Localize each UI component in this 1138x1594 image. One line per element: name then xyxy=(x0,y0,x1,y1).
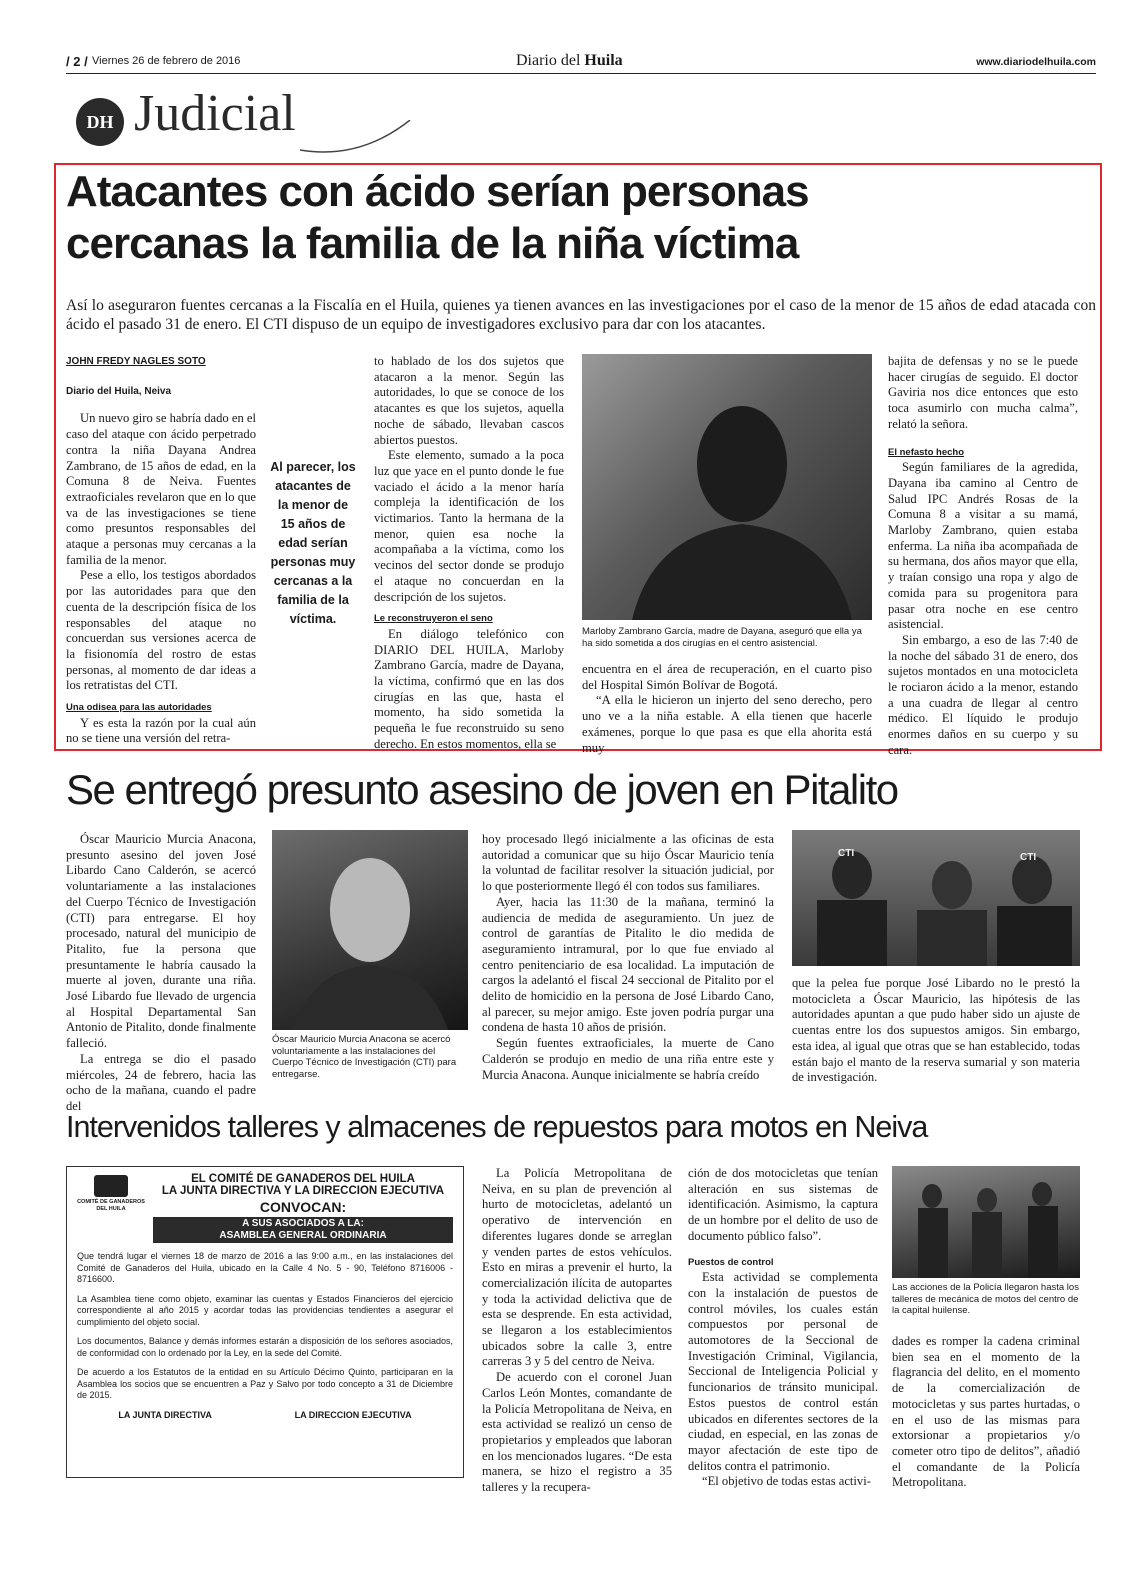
paragraph: Esta actividad se complementa con la instalación de puestos de control móviles, los cuales están compuestos por personal de automotores de la Seccional de Investigación Criminal, Vigilancia, Seccional de Inteligencia Policial y funcionarios de tránsito municipal. Estos puestos de control están ubicados en diferentes sectores de la ciudad, en especial, en las zonas de mayor afectación de este tipo de delitos contra el patrimonio. xyxy=(688,1270,878,1473)
paragraph: La entrega se dio el pasado miércoles, 24 de febrero, hacia las ocho de la mañana, cuando el padre del xyxy=(66,1051,256,1113)
group-silhouette xyxy=(892,1166,1080,1278)
article2-col3 xyxy=(482,832,774,1083)
paper-name: Diario del Huila xyxy=(516,52,623,69)
article3-photo-caption: Las acciones de la Policía llegaron hasta los talleres de mecánica de motos del centro de la capital huilense. xyxy=(892,1282,1079,1316)
ad-line2: LA JUNTA DIRECTIVA Y LA DIRECCION EJECUTIVA xyxy=(161,1185,445,1197)
paragraph: Óscar Mauricio Murcia Anacona, presunto asesino del joven José Libardo Cano Calderón, se acercó voluntariamente a las instalaciones del Cuerpo Técnico de Investigación (CTI) para entregarse. El hoy procesado, natural del municipio de Pitalito, fue la persona que presuntamente le habría causado la muerte al joven, durante una riña. José Libardo fue llevado de urgencia al Hospital Departamental San Antonio de Pitalito, donde finalmente falleció. xyxy=(66,832,256,1051)
masthead xyxy=(66,52,1096,74)
article3-col4 xyxy=(892,1334,1080,1491)
paragraph: Según fuentes extraoficiales, la muerte de Cano Calderón se produjo en medio de una riña entre este y Murcia Anacona. Aunque inicialmente se habría creído xyxy=(482,1036,774,1082)
section-logo: DH xyxy=(76,98,124,146)
article3-col2 xyxy=(482,1166,672,1496)
paragraph: Pese a ello, los testigos abordados por las autoridades para que den cuenta de la descripción física de los responsables del ataque no concuerdan sus versiones acerca de la fisionomía del rostro de estas personas, al momento de dar ideas a los retratistas del CTI. xyxy=(66,568,256,693)
article1-photo-caption: Marloby Zambrano García, madre de Dayana, aseguró que ella ya ha sido sometida a dos cirugías en el centro asistencial. xyxy=(582,626,862,649)
paragraph: encuentra en el área de recuperación, en el cuarto piso del Hospital Simón Bolívar de Bogotá. xyxy=(582,662,872,692)
paragraph: ción de dos motocicletas que tenían alteración en sus sistemas de identificación. Asimismo, la captura de un hombre por el delito de uso de documento público falso”. xyxy=(688,1166,878,1243)
article1-col3 xyxy=(374,354,564,753)
ad-logo-mark xyxy=(94,1175,128,1197)
article1-lead: Así lo aseguraron fuentes cercanas a la Fiscalía en el Huila, quienes ya tienen avances en las investigaciones por el caso de la menor de 15 años de edad atacada con ácido el pasado 31 de enero. El CTI dispuso de un equipo de investigadores exclusivo para dar con los atacantes. xyxy=(66,297,1096,333)
ad-logo xyxy=(77,1175,145,1212)
article2-headline: Se entregó presunto asesino de joven en Pitalito xyxy=(66,766,898,813)
paragraph: Este elemento, sumado a la poca luz que yace en el punto donde le fue vaciado el ácido a la menor haría compleja la identificación de los victimarios. Tanto la hermana de la menor, quien esa noche la acompañaba a la víctima, como los vecinos del sector donde se produjo el ataque no concuerdan en la descripción de los sujetos. xyxy=(374,448,564,604)
paragraph: Sin embargo, a eso de las 7:40 de la noche del sábado 31 de enero, dos sujetos montados en una motocicleta le rociaron ácido a la menor, estando a una cuadra de llegar al centro médico. El líquido le produjo enormes daños en su cuerpo y su cara. xyxy=(888,632,1078,757)
ad-box xyxy=(66,1166,464,1478)
paragraph: to hablado de los dos sujetos que atacaron a la menor. Según las autoridades, lo que se conoce de los atacantes es que los sujetos, aquella noche de sábado, llevaban cascos abiertos puestos. xyxy=(374,354,564,447)
paragraph: hoy procesado llegó inicialmente a las oficinas de esta autoridad a comunicar que su hijo Óscar Mauricio tenía la voluntad de facilitar resolver la situación judicial, por lo que posteriormente llegó él con todos sus familiares. xyxy=(482,832,774,894)
ad-paragraph: De acuerdo a los Estatutos de la entidad en su Artículo Décimo Quinto, participaran en la Asamblea los socios que se encuentren a Paz y Salvo por todo concepto a 31 de Diciembre de 2015. xyxy=(77,1367,453,1400)
article2-col1 xyxy=(66,832,256,1115)
paragraph: En diálogo telefónico con DIARIO DEL HUILA, Marloby Zambrano García, madre de Dayana, la víctima, confirmó que en las dos cirugías en las que, hasta el momento, ha sido sometida la pequeña le fue reconstruido su seno derecho. En estos momentos, ella se xyxy=(374,626,564,751)
pullquote: Al parecer, los atacantes de la menor de 15 años de edad serían personas muy cercanas a la familia de la víctima. xyxy=(270,460,356,626)
website-link[interactable]: www.diariodelhuila.com xyxy=(976,56,1096,68)
article3-photo xyxy=(892,1166,1080,1278)
article2-photo-suspect xyxy=(272,830,468,1030)
ad-paragraph: Los documentos, Balance y demás informes estarán a disposición de los señores asociados, de conformidad con lo ordenado por la Ley, en la sede del Comité. xyxy=(77,1336,453,1358)
paragraph: De acuerdo con el coronel Juan Carlos León Montes, comandante de la Policía Metropolitana de Neiva, en esta actividad se realizó un censo de propietarios y empleados que laboran en los mencionados lugares. “De esta manera, se hizo el registro a 35 talleres y la recupera- xyxy=(482,1370,672,1495)
paragraph: “El objetivo de todas estas activi- xyxy=(702,1474,871,1489)
paragraph: Según familiares de la agredida, Dayana iba camino al Centro de Salud IPC Andrés Rosas de la Comuna 8 a visitar a su mamá, Marloby Zambrano, quien estaba enferma. La niña iba acompañada de su hermana, dos años mayor que ella, y traían consigo una ropa y algo de comida para su progenitora para pasar otra noche en ese centro asistencial. xyxy=(888,460,1078,632)
paragraph: “A ella le hicieron un injerto del seno derecho, pero uno ve a la niña estable. A ella tienen que hacerle exámenes, porque lo que pasa es que ella ahorita está muy xyxy=(582,693,872,755)
subheading: Puestos de control xyxy=(688,1256,774,1268)
ad-band: A SUS ASOCIADOS A LA: ASAMBLEA GENERAL ORDINARIA xyxy=(153,1217,453,1243)
paragraph: Un nuevo giro se habría dado en el caso del ataque con ácido perpetrado contra la niña Dayana Andrea Zambrano, de 15 años de edad, en la Comuna 8 de Neiva. Fuentes extraoficiales revelaron que en lo que va de las investigaciones se tiene como presuntos responsables del ataque a personas muy cercanas a la familia de la menor. xyxy=(66,411,256,567)
article1-col1 xyxy=(66,354,256,747)
article1-col5 xyxy=(888,354,1078,759)
ad-line1: EL COMITÉ DE GANADEROS DEL HUILA xyxy=(191,1173,415,1185)
cti-badge-right: CTI xyxy=(1020,852,1037,863)
ad-paragraph: La Asamblea tiene como objeto, examinar las cuentas y Estados Financieros del ejercicio correspondiente al año 2015 y acordar todas las providencias tendientes a asegurar el cumplimiento del objeto social. xyxy=(77,1293,453,1327)
paragraph: La Policía Metropolitana de Neiva, en su plan de prevención al hurto de motocicletas, adelantó un operativo de intervención en diferentes lugares donde se arreglan y venden partes de estos vehículos. Esto en miras a prevenir el hurto, la comercialización ilícita de autopartes y toda la actividad delictiva que de esta se desprende. En esta actividad, se llegaron a los establecimientos ubicados sobre la calle 3, entre carreras 3 y 5 del centro de Neiva. xyxy=(482,1166,672,1369)
paragraph: bajita de defensas y no se le puede hacer cirugías de seguido. El doctor Gaviria nos dice entonces que esto toca asumirlo con mucha calma”, relató la señora. xyxy=(888,354,1078,431)
article1-photo xyxy=(582,354,872,620)
byline: JOHN FREDY NAGLES SOTO xyxy=(66,356,206,367)
paragraph: dades es romper la cadena criminal bien sea en el momento de la flagrancia del delito, en el momento de la comercialización de motocicletas y sus partes hurtadas, o en el uso de las mismas para extorsionar a propietarios y/o cometer otro tipo de delitos”, añadió el comandante de la Policía Metropolitana. xyxy=(892,1334,1080,1490)
article2-photo-caption: Óscar Mauricio Murcia Anacona se acercó voluntariamente a las instalaciones del Cuerpo Técnico de Investigación (CTI) para entregarse. xyxy=(272,1034,457,1080)
section-title: Judicial xyxy=(134,85,296,142)
portrait-silhouette xyxy=(582,354,872,620)
article3-headline: Intervenidos talleres y almacenes de repuestos para motos en Neiva xyxy=(66,1110,928,1144)
cti-badge-left: CTI xyxy=(838,848,855,859)
page-number: / 2 / xyxy=(66,54,88,69)
paragraph: que la pelea fue porque José Libardo no le prestó la motocicleta a Óscar Mauricio, las hipótesis de las autoridades apuntan a que pudo haber sido un ajuste de cuentas entre los dos supuestos amigos. Sin embargo, esta idea, al igual que otras que se han establecido, todas están bajo el manto de la reserva sumarial y son materia de investigación. xyxy=(792,976,1080,1085)
group-silhouette xyxy=(792,830,1080,966)
article3-col3 xyxy=(688,1166,878,1490)
paragraph: Ayer, hacia las 11:30 de la mañana, terminó la audiencia de medida de aseguramiento. Un juez de control de garantías de Pitalito le dio medida de aseguramiento intramural, por lo que fue enviado al centro penitenciario de esa localidad. La imputación de cargos la adelantó el fiscal 24 seccional de Pitalito por el delito de homicidio en la persona de José Libardo Cano, al parecer, su mejor amigo. Este joven podría purgar una condena de hasta 10 años de prisión. xyxy=(482,894,774,1035)
subheading: El nefasto hecho xyxy=(888,446,965,458)
article1-headline: Atacantes con ácido serían personas cercanas la familia de la niña víctima xyxy=(66,167,809,268)
ad-convocan: CONVOCAN: xyxy=(259,1199,347,1215)
subheading: Le reconstruyeron el seno xyxy=(374,613,493,625)
ad-logo-text: COMITÉ DE GANADEROS DEL HUILA xyxy=(77,1199,145,1212)
section-swoosh xyxy=(300,120,420,165)
article2-photo-cti xyxy=(792,830,1080,966)
article1-under-photo xyxy=(582,662,872,756)
subheading: Una odisea para las autoridades xyxy=(66,702,212,714)
byline-outlet: Diario del Huila, Neiva xyxy=(66,385,172,397)
issue-date: Viernes 26 de febrero de 2016 xyxy=(92,55,241,67)
article2-col4 xyxy=(792,976,1080,1086)
ad-signatures: LA JUNTA DIRECTIVA LA DIRECCION EJECUTIVA xyxy=(118,1409,412,1420)
portrait-silhouette xyxy=(272,830,468,1030)
paragraph: Y es esta la razón por la cual aún no se tiene una versión del retra- xyxy=(66,715,256,746)
ad-paragraph: Que tendrá lugar el viernes 18 de marzo de 2016 a las 9:00 a.m., en las instalaciones del Comité de Ganaderos del Huila, ubicado en la Calle 4 No. 5 - 90, Teléfono 8716006 - 8716600. xyxy=(77,1251,453,1284)
